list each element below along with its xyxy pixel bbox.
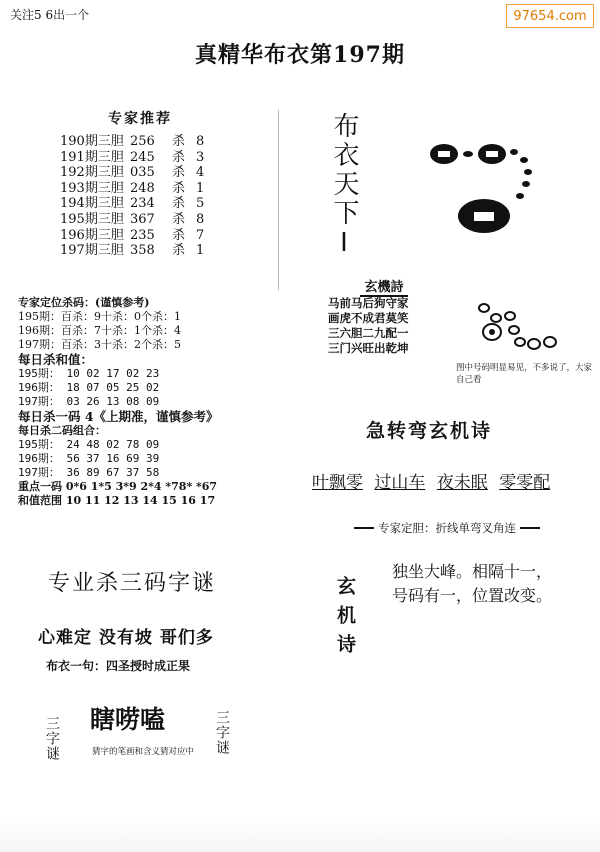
poem-box bbox=[328, 280, 440, 356]
focus-pair: 重点一码 0*6 1*5 3*9 2*4 *78* *67 bbox=[18, 480, 218, 493]
bead-chain-figure bbox=[470, 294, 570, 358]
xuanji-line: 号码有一，位置改变。 bbox=[392, 586, 553, 605]
riddle-word: 瞎唠嗑 bbox=[90, 705, 166, 734]
poem-line: 三六胆二九配一 bbox=[328, 326, 409, 340]
riddle-line: 心难定 没有坡 哥们多 bbox=[38, 628, 214, 648]
jizhuan-word: 叶飘零 bbox=[312, 473, 363, 493]
jizhuan-words bbox=[312, 468, 556, 493]
coin-chain-figure bbox=[428, 130, 538, 250]
bottom-edge bbox=[0, 820, 600, 852]
riddle-label-right: 三字谜 bbox=[214, 710, 230, 755]
riddle-heading: 专业杀三码字谜 bbox=[48, 571, 217, 596]
xuanji-line: 独坐大峰。相隔十一， bbox=[392, 562, 553, 581]
sum-range: 和值范围 10 11 12 13 14 15 16 17 bbox=[18, 494, 216, 507]
expert-row: 194期三胆 234 杀 5 bbox=[60, 196, 205, 212]
position-kill-title: 专家定位杀码：(谨慎参考) bbox=[18, 296, 150, 309]
jizhuan-word: 过山车 bbox=[374, 473, 426, 493]
expert-title: 专家推荐 bbox=[108, 111, 172, 127]
expert-row: 191期三胆 245 杀 3 bbox=[60, 149, 205, 165]
figure-hint: 图中号码明显易见，不多说了，大家自己看 bbox=[456, 363, 593, 385]
dash-divider bbox=[520, 527, 540, 529]
jizhuan-word: 零零配 bbox=[499, 473, 551, 493]
position-kill-row: 197期：百杀：3十杀：2个杀：5 bbox=[18, 338, 181, 351]
daily-two-row: 197期： 36 89 67 37 58 bbox=[18, 466, 160, 479]
daily-one-code: 每日杀一码 4《上期准，谨慎参考》 bbox=[18, 409, 219, 424]
expert-row: 190期三胆 256 杀 8 bbox=[60, 134, 205, 149]
expert-row: 193期三胆 248 杀 1 bbox=[60, 180, 205, 196]
jizhuan-title: 急转弯玄机诗 bbox=[366, 420, 493, 442]
dash-divider bbox=[354, 527, 374, 529]
buyi-vertical-title: 布衣天下Ⅰ bbox=[329, 112, 359, 261]
poem-line: 三门兴旺出乾坤 bbox=[328, 341, 409, 355]
daily-two-title: 每日杀二码组合： bbox=[18, 424, 106, 437]
daily-sum-row: 197期： 03 26 13 08 09 bbox=[18, 395, 160, 408]
page-title: 真精华布衣第197期 bbox=[195, 42, 405, 68]
dingdan-text: 专家定胆：折线单弯叉角连 bbox=[378, 521, 516, 535]
poem-line: 画虎不成君莫笑 bbox=[328, 311, 409, 325]
column-divider bbox=[278, 110, 279, 290]
xuanji-poem bbox=[392, 560, 552, 608]
expert-dingdan bbox=[350, 520, 544, 536]
top-note: 关注5 6出一个 bbox=[10, 8, 90, 22]
poem-line: 马前马后狗守家 bbox=[328, 296, 409, 310]
xuanji-vertical-title: 玄机诗 bbox=[334, 576, 356, 663]
poem-title: 玄機詩 bbox=[360, 280, 407, 297]
buyi-sentence: 布衣一句：四圣授时成正果 bbox=[46, 659, 191, 673]
kill-section bbox=[18, 296, 219, 508]
expert-list bbox=[60, 134, 204, 259]
expert-row: 197期三胆 358 杀 1 bbox=[60, 243, 205, 259]
position-kill-row: 195期：百杀：9十杀：0个杀：1 bbox=[18, 310, 181, 323]
expert-row: 196期三胆 235 杀 7 bbox=[60, 227, 205, 243]
expert-row: 192期三胆 035 杀 4 bbox=[60, 165, 205, 181]
riddle-label-left: 三字谜 bbox=[44, 716, 60, 761]
daily-sum-row: 196期： 18 07 05 25 02 bbox=[18, 381, 160, 394]
site-watermark[interactable]: 97654.com bbox=[506, 4, 594, 28]
riddle-hint: 猜字的笔画和含义猜对应中 bbox=[92, 747, 195, 757]
daily-two-row: 196期： 56 37 16 69 39 bbox=[18, 452, 160, 465]
position-kill-row: 196期：百杀：7十杀：1个杀：4 bbox=[18, 324, 181, 337]
daily-sum-title: 每日杀和值： bbox=[18, 352, 94, 367]
daily-sum-row: 195期： 10 02 17 02 23 bbox=[18, 367, 160, 380]
expert-row: 195期三胆 367 杀 8 bbox=[60, 211, 205, 227]
daily-two-row: 195期： 24 48 02 78 09 bbox=[18, 438, 160, 451]
jizhuan-word: 夜未眠 bbox=[436, 473, 488, 493]
